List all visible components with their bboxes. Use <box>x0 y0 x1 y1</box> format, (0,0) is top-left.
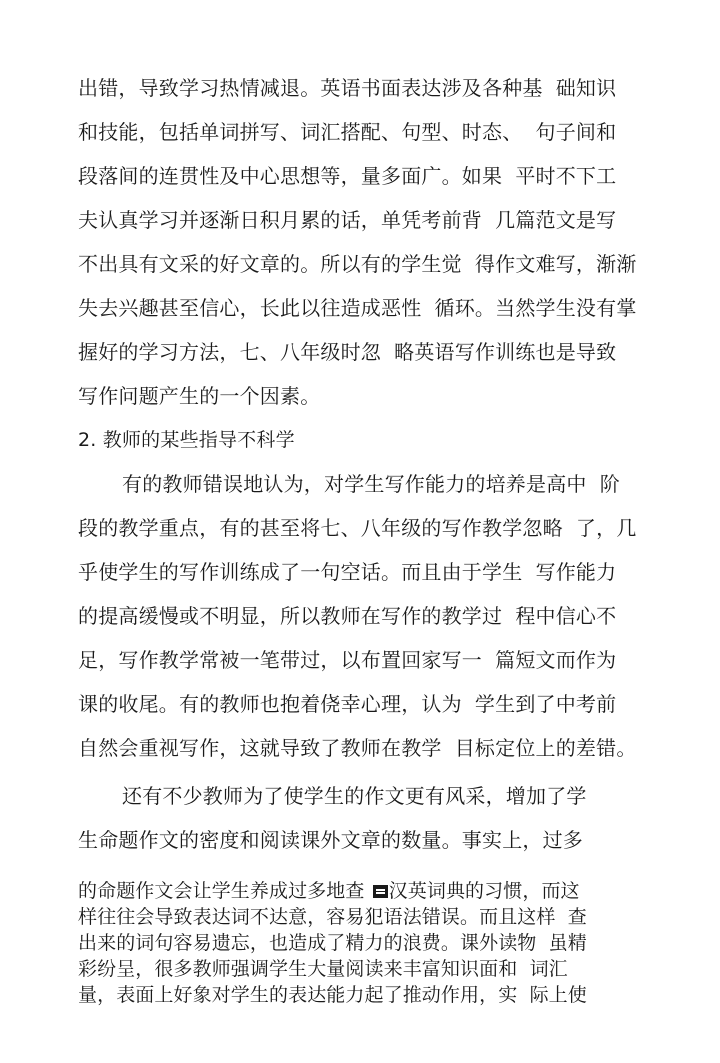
paragraph-4-line-3: 出来的词句容易遗忘，也造成了精力的浪费。课外读物 虽精 <box>78 932 587 954</box>
paragraph-1-line-5: 不出具有文采的好文章的。所以有的学生觉 得作文难写，渐渐 <box>78 252 637 276</box>
paragraph-4-line-5: 量，表面上好象对学生的表达能力起了推动作用，实 际上使 <box>78 984 587 1006</box>
paragraph-2-line-2: 段的教学重点，有的甚至将七、八年级的写作教学忽略 了，几 <box>78 516 637 540</box>
paragraph-2-line-6: 课的收尾。有的教师也抱着侥幸心理，认为 学生到了中考前 <box>78 692 617 716</box>
paragraph-4-line-1 <box>78 880 580 902</box>
paragraph-2-line-4: 的提高缓慢或不明显，所以教师在写作的教学过 程中信心不 <box>78 604 617 628</box>
paragraph-2-line-1: 有的教师错误地认为，对学生写作能力的培养是高中 阶 <box>122 472 620 496</box>
paragraph-1-line-8: 写作问题产生的一个因素。 <box>78 384 321 408</box>
paragraph-3-line-2: 生命题作文的密度和阅读课外文章的数量。事实上，过多 <box>78 828 583 852</box>
paragraph-4-line-1-start: 的命题作文会让学生养成过多地查 <box>78 880 371 902</box>
paragraph-1-line-7: 握好的学习方法，七、八年级时忽 略英语写作训练也是导致 <box>78 340 617 364</box>
paragraph-4-line-2: 样往往会导致表达词不达意，容易犯语法错误。而且这样 查 <box>78 906 587 928</box>
section-heading: 2. 教师的某些指导不科学 <box>78 429 295 451</box>
paragraph-2-line-7: 自然会重视写作，这就导致了教师在教学 目标定位上的差错。 <box>78 736 637 760</box>
dictionary-icon <box>373 885 388 898</box>
paragraph-1-line-3: 段落间的连贯性及中心思想等，量多面广。如果 平时不下工 <box>78 164 617 188</box>
paragraph-1-line-6: 失去兴趣甚至信心，长此以往造成恶性 循环。当然学生没有掌 <box>78 296 637 320</box>
paragraph-1-line-1: 出错，导致学习热情减退。英语书面表达涉及各种基 础知识 <box>78 76 617 100</box>
paragraph-1-line-4: 夫认真学习并逐渐日积月累的话，单凭考前背 几篇范文是写 <box>78 208 617 232</box>
paragraph-2-line-5: 足，写作教学常被一笔带过，以布置回家写一 篇短文而作为 <box>78 648 617 672</box>
paragraph-4-line-4: 彩纷呈，很多教师强调学生大量阅读来丰富知识面和 词汇 <box>78 958 568 980</box>
paragraph-2-line-3: 乎使学生的写作训练成了一句空话。而且由于学生 写作能力 <box>78 560 617 584</box>
paragraph-1-line-2: 和技能，包括单词拼写、词汇搭配、句型、时态、 句子间和 <box>78 120 617 144</box>
paragraph-3-line-1: 还有不少教师为了使学生的作文更有风采，增加了学 <box>122 784 587 808</box>
paragraph-4-line-1-end: 汉英词典的习惯，而这 <box>388 880 580 902</box>
